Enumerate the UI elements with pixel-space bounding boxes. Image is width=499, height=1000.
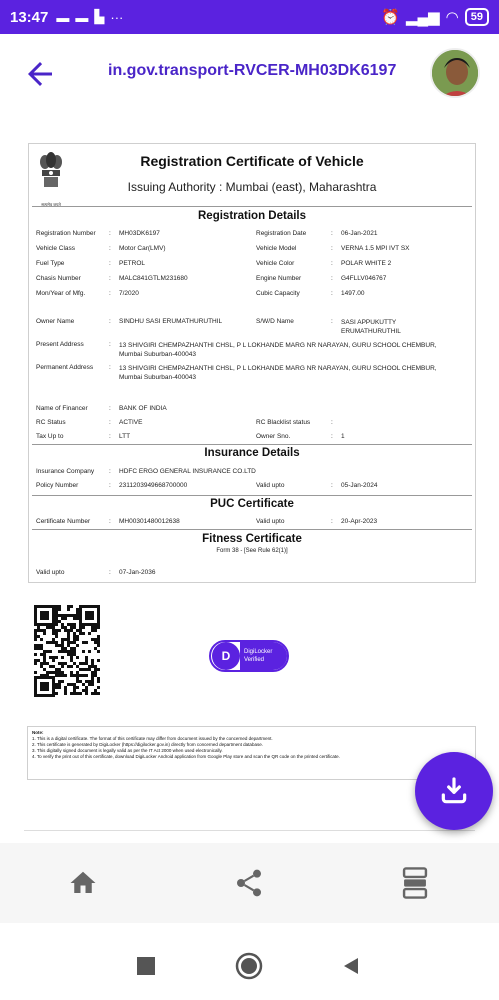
field-value: Motor Car(LMV) bbox=[119, 245, 166, 252]
detail-row bbox=[29, 419, 475, 429]
field-value: 06-Jan-2021 bbox=[341, 230, 378, 237]
field-value: 1 bbox=[341, 433, 345, 440]
field-value: 1497.00 bbox=[341, 290, 365, 297]
colon: : bbox=[109, 230, 111, 237]
wifi-icon: ◠ bbox=[445, 9, 459, 26]
present-address-row: Present Address : 13 SHIVGIRI CHEMPAZHANTHI CHSL, P L LOKHANDE MARG NR NARAYAN, GURU SCHOOL CHEMBUR, Mumbai Suburban-400043 bbox=[29, 341, 475, 351]
more-notifications-icon: ··· bbox=[110, 9, 124, 25]
emblem-caption: सत्यमेव जयते bbox=[41, 202, 61, 207]
arrow-left-icon bbox=[22, 56, 58, 92]
field-label: Engine Number bbox=[256, 275, 302, 282]
colon: : bbox=[331, 419, 333, 426]
detail-row bbox=[29, 290, 475, 300]
verified-label: Verified bbox=[244, 657, 265, 663]
back-button[interactable] bbox=[22, 56, 58, 92]
fitness-heading: Fitness Certificate bbox=[202, 533, 302, 545]
detail-row bbox=[29, 468, 475, 478]
colon: : bbox=[109, 245, 111, 252]
field-value: POLAR WHITE 2 bbox=[341, 260, 392, 267]
field-value: 2311203949668700000 bbox=[119, 482, 188, 489]
field-label: Registration Number bbox=[36, 230, 96, 237]
alarm-icon: ⏰ bbox=[381, 9, 400, 26]
download-icon bbox=[438, 775, 470, 807]
triangle-back-icon bbox=[342, 956, 360, 976]
registration-certificate bbox=[28, 143, 476, 583]
field-label: Valid upto bbox=[256, 518, 285, 525]
certificate-notes bbox=[27, 726, 476, 780]
field-value: LTT bbox=[119, 433, 131, 440]
permanent-address-row: Permanent Address : 13 SHIVGIRI CHEMPAZHANTHI CHSL, P L LOKHANDE MARG NR NARAYAN, GURU SCHOOL CHEMBUR, Mumbai Suburban-400043 bbox=[29, 364, 475, 374]
field-value: MH03DK6197 bbox=[119, 230, 160, 237]
field-value: 20-Apr-2023 bbox=[341, 518, 378, 525]
field-label: Registration Date bbox=[256, 230, 307, 237]
digilocker-icon: D bbox=[212, 642, 240, 670]
system-navigation-bar bbox=[0, 930, 499, 1000]
bottom-action-bar bbox=[0, 843, 499, 923]
colon: : bbox=[109, 419, 111, 426]
colon: : bbox=[331, 245, 333, 252]
colon: : bbox=[109, 433, 111, 440]
field-value: BANK OF INDIA bbox=[119, 405, 167, 412]
detail-row bbox=[29, 230, 475, 240]
colon: : bbox=[331, 260, 333, 267]
detail-row bbox=[29, 245, 475, 255]
avatar[interactable] bbox=[430, 48, 480, 98]
field-label: Tax Up to bbox=[36, 433, 64, 440]
colon: : bbox=[109, 290, 111, 297]
field-label: RC Blacklist status bbox=[256, 419, 311, 426]
field-label: Vehicle Class bbox=[36, 245, 76, 252]
swd-name: SASI APPUKUTTY ERUMATHURUTHIL bbox=[341, 319, 401, 335]
detail-row bbox=[29, 405, 475, 415]
download-button[interactable] bbox=[415, 752, 493, 830]
colon: : bbox=[109, 569, 111, 576]
field-label: Cubic Capacity bbox=[256, 290, 300, 297]
square-icon bbox=[137, 957, 155, 975]
battery-indicator: 59 bbox=[465, 8, 489, 26]
colon: : bbox=[331, 230, 333, 237]
field-label: Insurance Company bbox=[36, 468, 95, 475]
field-label: Valid upto bbox=[256, 482, 285, 489]
digilocker-verified-badge bbox=[209, 640, 289, 672]
field-value: MH00301480012638 bbox=[119, 518, 180, 525]
colon: : bbox=[109, 518, 111, 525]
colon: : bbox=[109, 405, 111, 412]
status-bar bbox=[0, 0, 499, 34]
owner-name: SINDHU SASI ERUMATHURUTHIL bbox=[119, 318, 223, 325]
note-item: 1. This is a digital certificate. The format of this certificate may differ from document issued by the concerned department. bbox=[32, 736, 273, 741]
field-label: Vehicle Model bbox=[256, 245, 297, 252]
field-value: ACTIVE bbox=[119, 419, 143, 426]
detail-row bbox=[29, 433, 475, 443]
colon: : bbox=[331, 518, 333, 525]
document-icon: ▙ bbox=[94, 9, 105, 24]
home-button[interactable] bbox=[63, 863, 103, 903]
swd-label: S/W/D Name bbox=[256, 318, 294, 325]
puc-heading: PUC Certificate bbox=[210, 498, 294, 510]
field-label: Owner Sno. bbox=[256, 433, 291, 440]
note-item: 2. This certificate is generated by DigiLocker (https://digilocker.gov.in) directly from concerned department database. bbox=[32, 742, 263, 747]
share-icon bbox=[233, 867, 265, 899]
insurance-heading: Insurance Details bbox=[204, 447, 300, 459]
field-value: 7/2020 bbox=[119, 290, 139, 297]
status-time: 13:47 bbox=[10, 8, 49, 26]
colon: : bbox=[109, 468, 111, 475]
owner-name-label: Owner Name bbox=[36, 318, 75, 325]
colon: : bbox=[109, 260, 111, 267]
issuing-authority: Issuing Authority : Mumbai (east), Maharashtra bbox=[127, 180, 377, 194]
digilocker-label: DigiLocker bbox=[244, 649, 273, 655]
field-label: RC Status bbox=[36, 419, 66, 426]
back-system-button[interactable] bbox=[337, 952, 365, 980]
detail-row bbox=[29, 518, 475, 528]
recents-button[interactable] bbox=[132, 952, 160, 980]
home-icon bbox=[68, 868, 98, 898]
field-label: Policy Number bbox=[36, 482, 79, 489]
field-label: Mon/Year of Mfg. bbox=[36, 290, 86, 297]
certificate-title: Registration Certificate of Vehicle bbox=[140, 153, 364, 169]
circle-icon bbox=[235, 952, 263, 980]
colon: : bbox=[331, 482, 333, 489]
app-bar bbox=[0, 34, 499, 110]
field-value: VERNA 1.5 MPI IVT SX bbox=[341, 245, 410, 252]
field-label: Fuel Type bbox=[36, 260, 65, 267]
home-system-button[interactable] bbox=[235, 952, 263, 980]
colon: : bbox=[109, 482, 111, 489]
field-label: Certificate Number bbox=[36, 518, 91, 525]
colon: : bbox=[331, 433, 333, 440]
field-value: HDFC ERGO GENERAL INSURANCE CO.LTD bbox=[119, 468, 256, 475]
message-icon: ▬ bbox=[56, 9, 70, 25]
colon: : bbox=[109, 275, 111, 282]
detail-row bbox=[29, 482, 475, 492]
field-label: Valid upto bbox=[36, 569, 65, 576]
present-address-label: Present Address bbox=[36, 341, 84, 348]
details-button[interactable] bbox=[395, 863, 435, 903]
note-item: 3. This digitally signed document is legally valid as per the IT Act 2000 when used electronically. bbox=[32, 748, 223, 753]
notes-heading: Note: bbox=[32, 730, 44, 735]
signal-icon: ▂▄▆ bbox=[405, 9, 440, 26]
share-button[interactable] bbox=[229, 863, 269, 903]
field-label: Vehicle Color bbox=[256, 260, 295, 267]
detail-row bbox=[29, 569, 475, 579]
detail-row bbox=[29, 275, 475, 285]
field-label: Chasis Number bbox=[36, 275, 81, 282]
field-label: Name of Financer bbox=[36, 405, 88, 412]
permanent-address-label: Permanent Address bbox=[36, 364, 94, 371]
view-agenda-icon bbox=[400, 866, 430, 900]
message-icon: ▬ bbox=[75, 9, 89, 25]
field-value: 07-Jan-2036 bbox=[119, 569, 156, 576]
registration-details-heading: Registration Details bbox=[198, 210, 306, 222]
field-value: 05-Jan-2024 bbox=[341, 482, 378, 489]
document-title: in.gov.transport-RVCER-MH03DK6197 bbox=[108, 62, 397, 79]
field-value: G4FLLV046767 bbox=[341, 275, 387, 282]
colon: : bbox=[331, 290, 333, 297]
permanent-address: 13 SHIVGIRI CHEMPAZHANTHI CHSL, P L LOKHANDE MARG NR NARAYAN, GURU SCHOOL CHEMBUR, Mumbai Suburban-400043 bbox=[119, 365, 437, 381]
divider bbox=[24, 830, 475, 831]
qr-code bbox=[34, 605, 100, 697]
detail-row bbox=[29, 260, 475, 270]
field-value: PETROL bbox=[119, 260, 146, 267]
fitness-sub: Form 38 - [See Rule 62(1)] bbox=[216, 548, 288, 554]
colon: : bbox=[331, 275, 333, 282]
owner-row: Owner Name : SINDHU SASI ERUMATHURUTHIL S/W/D Name : SASI APPUKUTTY ERUMATHURUTHIL bbox=[29, 318, 475, 328]
field-value: MALC841GTLM231680 bbox=[119, 275, 188, 282]
note-item: 4. To verify the print out of this certificate, download DigiLocker Android application from Google Play store and scan the QR code on the printed certificate. bbox=[32, 754, 340, 759]
present-address: 13 SHIVGIRI CHEMPAZHANTHI CHSL, P L LOKHANDE MARG NR NARAYAN, GURU SCHOOL CHEMBUR, Mumbai Suburban-400043 bbox=[119, 342, 437, 358]
